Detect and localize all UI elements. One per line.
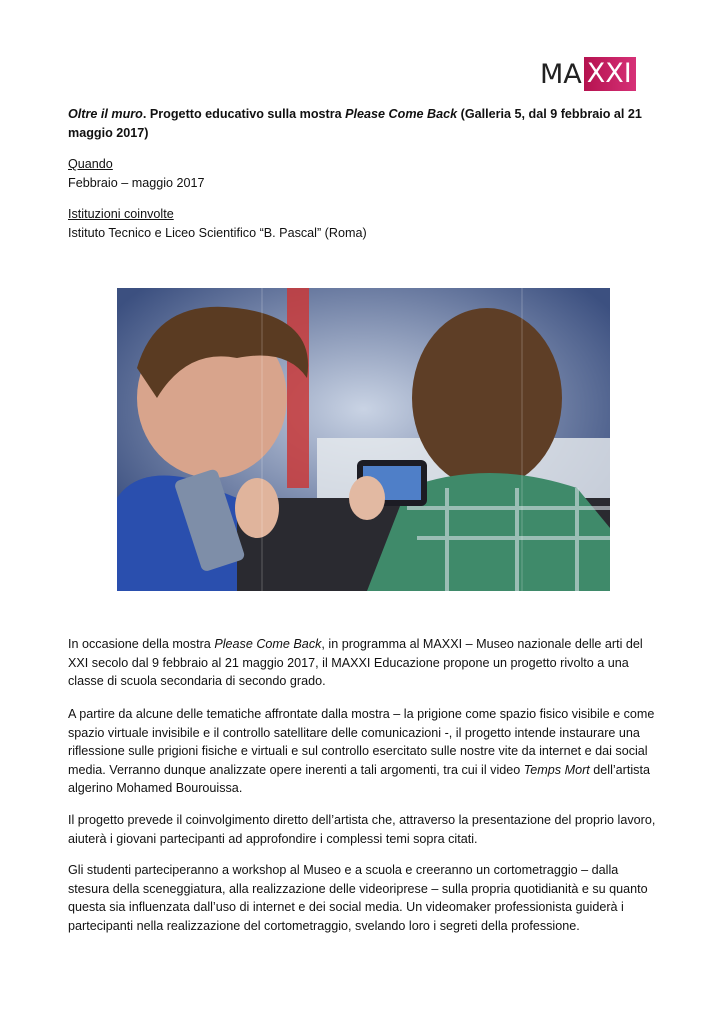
p2-text-b: dell’artista algerino Mohamed Bourouissa.	[68, 762, 650, 796]
p1-text-b: , in programma al MAXXI – Museo nazionale delle arti del XXI secolo dal 9 febbraio al 21 maggio 2017, il MAXXI Educazione propone un progetto rivolto a una classe di scuola secondaria di secondo grado.	[68, 637, 643, 689]
institutions-value: Istituto Tecnico e Liceo Scientifico “B. Pascal” (Roma)	[68, 226, 367, 240]
when-section	[68, 155, 658, 193]
p2-text-a: A partire da alcune delle tematiche affrontate dalla mostra – la prigione come spazio fisico visibile e come spazio virtuale invisibile e il controllo satellitare delle comunicazioni -, il progetto intende instaurare una riflessione sulle prigioni fisiche e virtuali e sul controllo esercitato sulle nostre vite da internet e dai social media. Verranno dunque analizzate opere inerenti a tali argomenti, tra cui il video	[68, 707, 655, 777]
logo-text-xxi: XXI	[584, 57, 636, 91]
document-header	[68, 105, 658, 243]
page-title	[68, 105, 658, 143]
paragraph-workshop: Gli studenti parteciperanno a workshop al Museo e a scuola e creeranno un cortometraggio – dalla stesura della sceneggiatura, alla realizzazione delle videoriprese – sulla propria quotidianità e su quanto questa sia influenzata dall’uso di internet e dei social media. Un videomaker professionista guiderà i partecipanti nella realizzazione del cortometraggio, svelando loro i segreti della professione.	[68, 863, 648, 933]
institutions-label: Istituzioni coinvolte	[68, 207, 174, 221]
p2-italic: Temps Mort	[523, 762, 590, 777]
institutions-section	[68, 205, 658, 243]
maxxi-logo	[540, 57, 636, 91]
title-part-1: . Progetto educativo sulla mostra	[142, 107, 346, 121]
paragraph-themes	[68, 705, 658, 798]
title-italic-oltre: Oltre il muro	[68, 107, 143, 121]
students-photo	[117, 288, 610, 591]
students-photo-illustration	[117, 288, 610, 591]
paragraph-intro	[68, 635, 658, 691]
title-italic-exhibition: Please Come Back	[345, 107, 458, 121]
when-value: Febbraio – maggio 2017	[68, 176, 205, 190]
logo-text-ma: MA	[540, 58, 582, 90]
paragraph-artist: Il progetto prevede il coinvolgimento diretto dell’artista che, attraverso la presentazione del proprio lavoro, aiuterà i giovani partecipanti ad approfondire i complessi temi sopra citati.	[68, 813, 656, 846]
title-part-2: (Galleria 5, dal 9 febbraio al 21 maggio 2017)	[68, 107, 642, 140]
p1-text-a: In occasione della mostra	[68, 637, 215, 651]
p1-italic: Please Come Back	[214, 637, 322, 651]
when-label: Quando	[68, 157, 113, 171]
